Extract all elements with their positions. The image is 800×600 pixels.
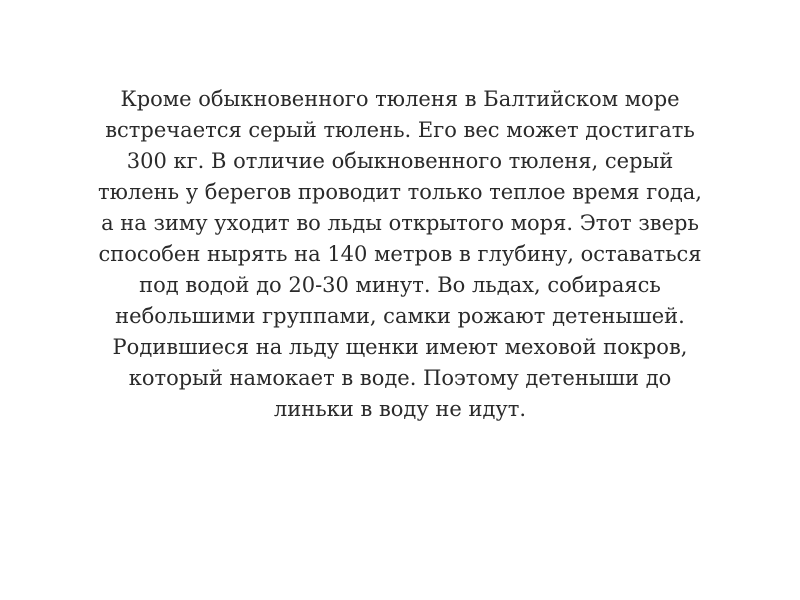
- text-line: который намокает в воде. Поэтому детеныши до: [128, 366, 672, 390]
- text-line: 300 кг. В отличие обыкновенного тюленя, серый: [126, 149, 674, 173]
- text-line: линьки в воду не идут.: [273, 397, 527, 421]
- text-line: встречается серый тюлень. Его вес может достигать: [105, 118, 695, 142]
- text-line: небольшими группами, самки рожают детенышей.: [115, 304, 685, 328]
- text-line: тюлень у берегов проводит только теплое время года,: [98, 180, 702, 204]
- text-line: под водой до 20-30 минут. Во льдах, собираясь: [139, 273, 661, 297]
- text-line: а на зиму уходит во льды открытого моря. Этот зверь: [101, 211, 699, 235]
- text-line: Кроме обыкновенного тюленя в Балтийском море: [120, 87, 680, 111]
- body-text: [60, 84, 740, 425]
- text-line: способен нырять на 140 метров в глубину, оставаться: [98, 242, 702, 266]
- text-line: Родившиеся на льду щенки имеют меховой покров,: [112, 335, 688, 359]
